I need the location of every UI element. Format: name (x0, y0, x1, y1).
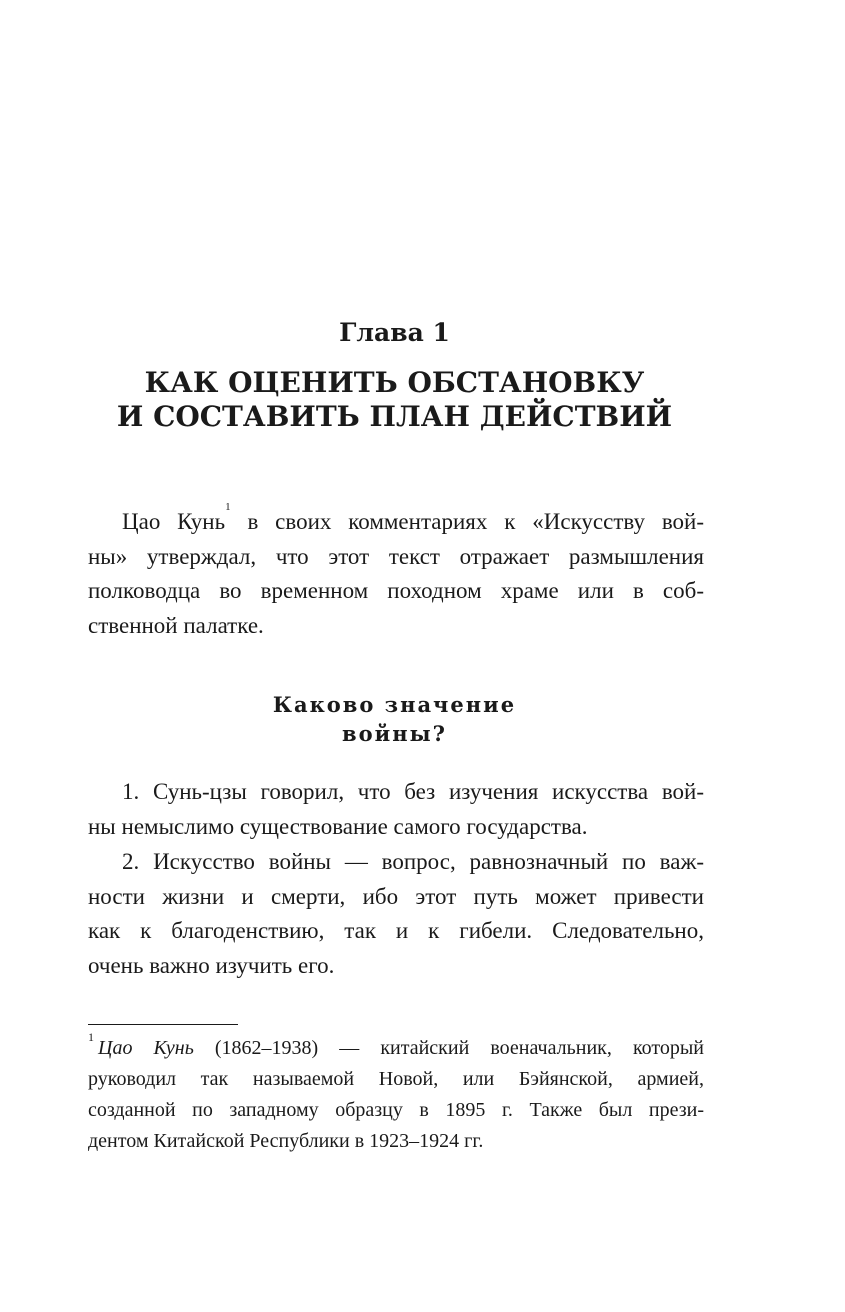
intro-author-name: Цао Кунь (122, 509, 226, 534)
footnote-separator (88, 1024, 238, 1025)
paragraph-2-line-3: как к благоденствию, так и к гибели. Следовательно, (88, 918, 704, 943)
paragraph-1-line-2: ны немыслимо существование самого государства. (88, 813, 588, 839)
footnote-line-3: созданной по западному образцу в 1895 г. Также был прези- (88, 1099, 704, 1121)
chapter-title-line-1: КАК ОЦЕНИТЬ ОБСТАНОВКУ (144, 366, 645, 399)
footnote-marker: 1 (88, 1030, 94, 1044)
chapter-title (0, 366, 789, 434)
paragraph-1-line-1: 1. Сунь-цзы говорил, что без изучения искусства вой- (122, 779, 704, 804)
footnote-line-1 (88, 1030, 705, 1064)
section-heading (0, 690, 789, 748)
intro-line-1-rest: в своих комментариях к «Искусству вой- (230, 509, 704, 534)
footnote-reference[interactable]: 1 (225, 501, 231, 513)
section-heading-line-2: войны? (342, 721, 447, 746)
chapter-number: Глава 1 (339, 318, 450, 347)
footnote (88, 1030, 705, 1157)
section-heading-line-1: Каково значение (272, 692, 517, 717)
intro-line-3: полководца во временном походном храме или в соб- (88, 578, 704, 603)
intro-line-4: ственной палатке. (88, 612, 264, 638)
chapter-title-line-2: И СОСТАВИТЬ ПЛАН ДЕЙСТВИЙ (116, 400, 673, 433)
numbered-paragraph-1 (88, 775, 704, 844)
paragraph-2-line-2: ности жизни и смерти, ибо этот путь может привести (88, 883, 704, 909)
footnote-name: Цао Кунь (98, 1037, 194, 1059)
paragraph-2-line-4: очень важно изучить его. (88, 952, 335, 978)
intro-line-1 (88, 501, 704, 540)
intro-line-2: ны» утверждал, что этот текст отражает размышления (88, 543, 704, 569)
footnote-line-2: руководил так называемой Новой, или Бэйянской, армией, (88, 1068, 704, 1090)
intro-paragraph (88, 501, 704, 643)
paragraph-2-line-1: 2. Искусство войны — вопрос, равнозначный по важ- (122, 849, 704, 874)
footnote-line-4: дентом Китайской Республики в 1923–1924 гг. (88, 1130, 484, 1152)
footnote-line-1-rest: (1862–1938) — китайский военачальник, который (193, 1037, 705, 1059)
numbered-paragraph-2 (88, 845, 704, 983)
